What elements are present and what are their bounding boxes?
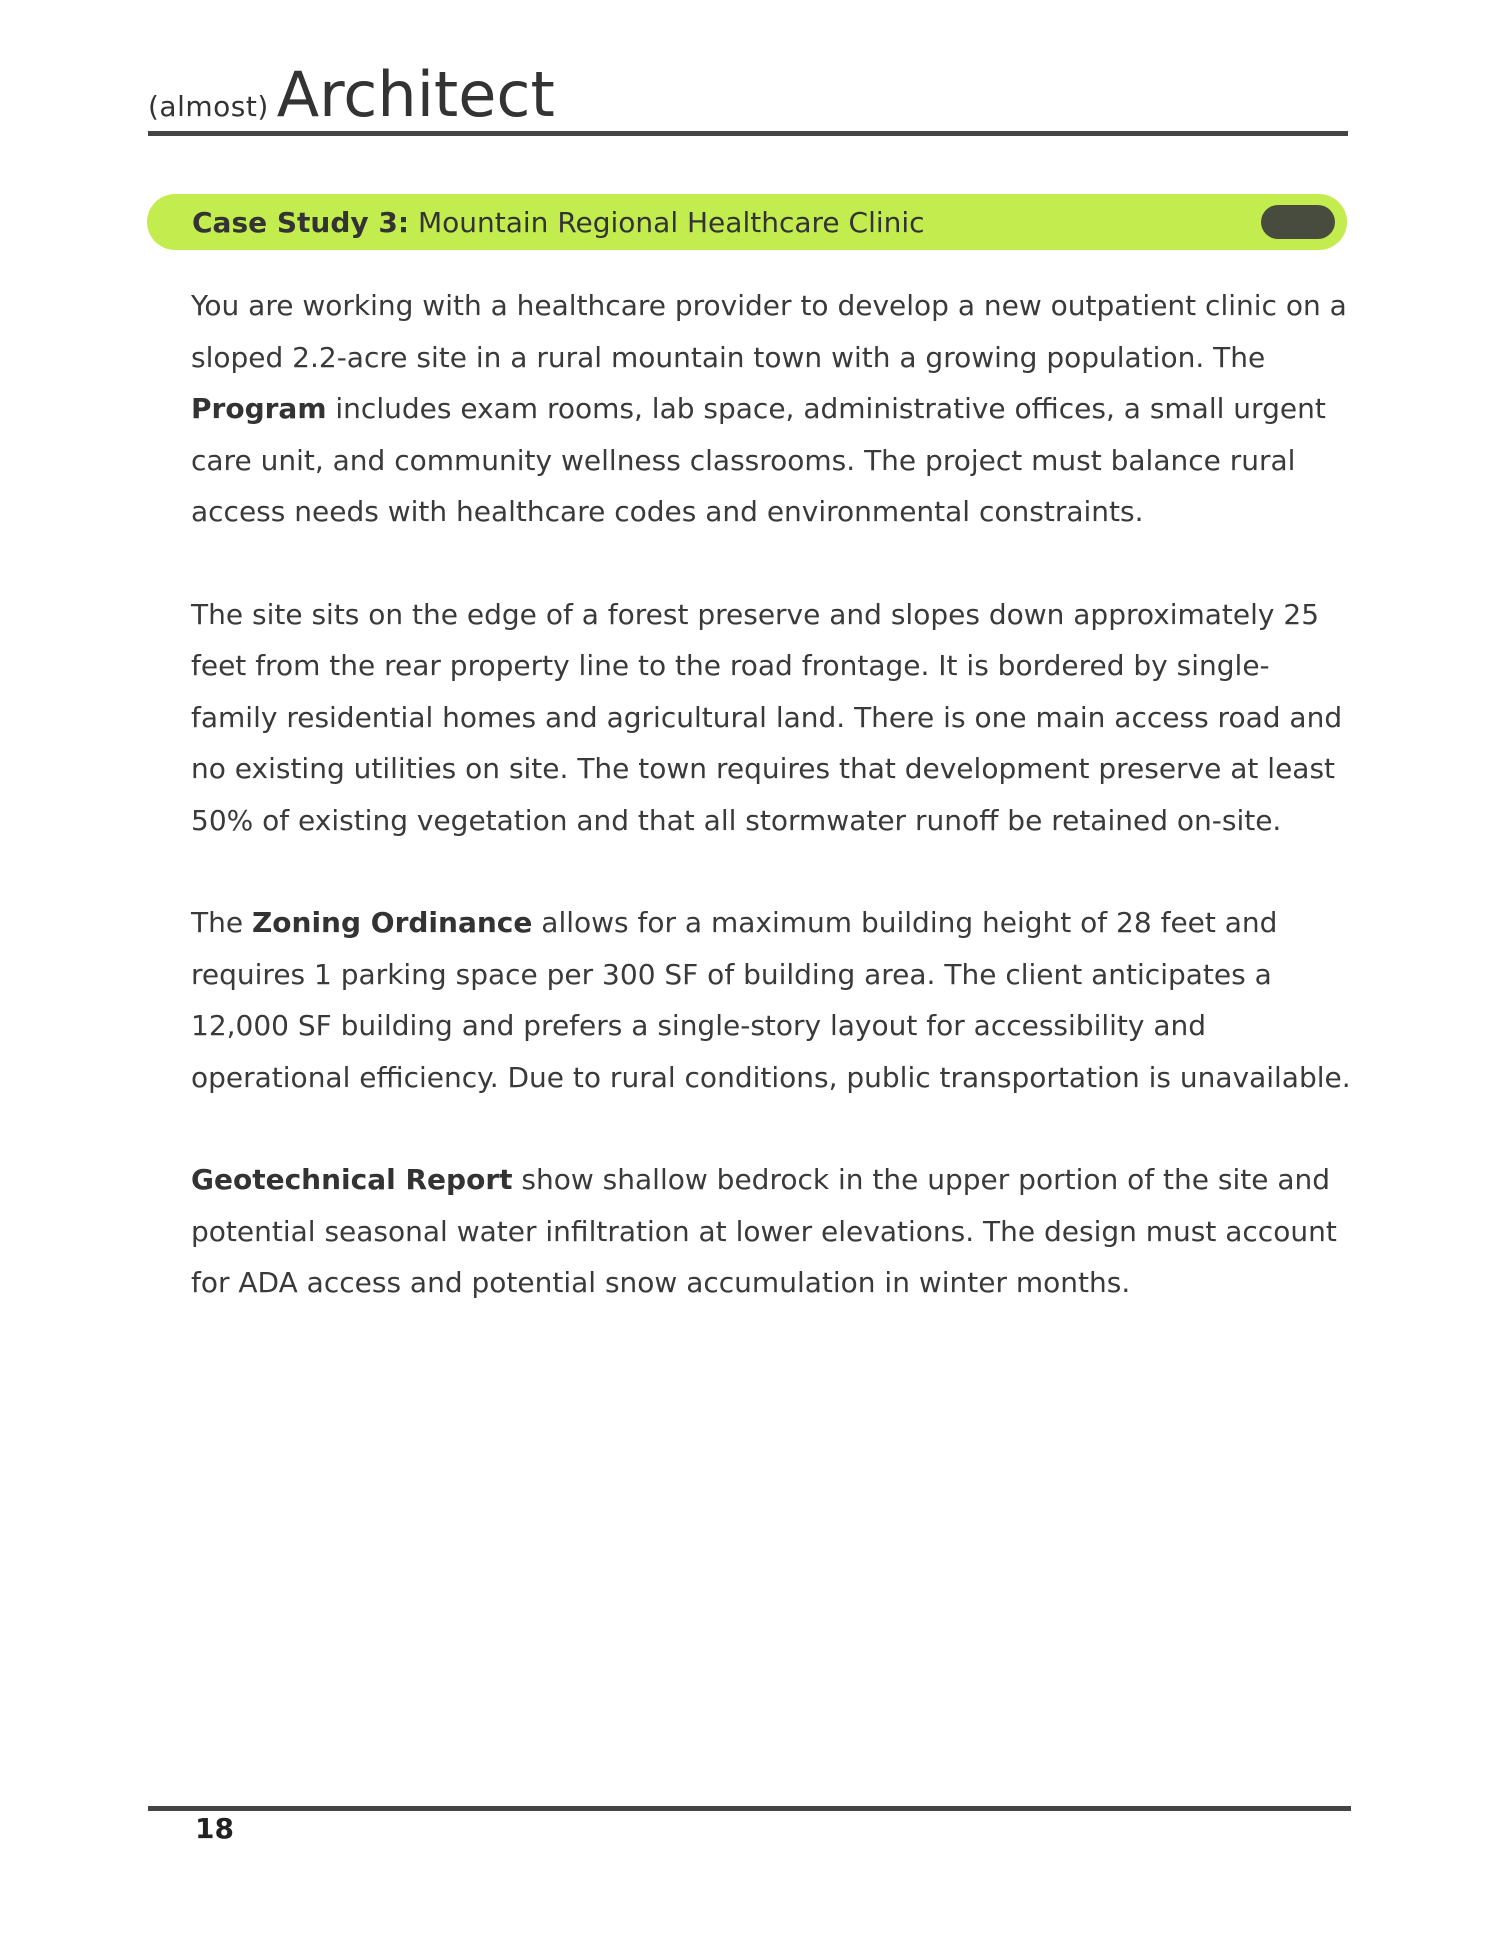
footer-divider: [148, 1806, 1351, 1811]
term-program: Program: [191, 392, 327, 425]
header-divider: [148, 131, 1348, 136]
header-title: Architect: [276, 58, 555, 131]
paragraph-zoning: The Zoning Ordinance allows for a maximum building height of 28 feet and requires 1 parking space per 300 SF of building area. The client anticipates a 12,000 SF building and prefers a single-story layout for accessibility and operational efficiency. Due to rural conditions, public transportation is unavailable.: [191, 906, 1351, 1094]
term-zoning-ordinance: Zoning Ordinance: [251, 906, 533, 939]
case-study-name: Mountain Regional Healthcare Clinic: [417, 206, 925, 239]
page-header: [148, 58, 555, 131]
case-study-title: [192, 206, 925, 239]
header-prefix: (almost): [148, 90, 269, 123]
banner-pill-decoration: [1261, 205, 1335, 239]
paragraph-geotechnical: Geotechnical Report show shallow bedrock in the upper portion of the site and potential seasonal water infiltration at lower elevations. The design must account for ADA access and potential snow accumulation in winter months.: [191, 1163, 1337, 1299]
case-study-label: Case Study 3:: [192, 206, 410, 239]
page-number: 18: [195, 1812, 234, 1845]
case-study-banner: [147, 194, 1347, 250]
paragraph-program: You are working with a healthcare provider to develop a new outpatient clinic on a sloped 2.2-acre site in a rural mountain town with a growing population. The Program includes exam rooms, lab space, administrative offices, a small urgent care unit, and community wellness classrooms. The project must balance rural access needs with healthcare codes and environmental constraints.: [191, 289, 1347, 528]
paragraph-site: The site sits on the edge of a forest preserve and slopes down approximately 25 feet from the rear property line to the road frontage. It is bordered by single-family residential homes and agricultural land. There is one main access road and no existing utilities on site. The town requires that development preserve at least 50% of existing vegetation and that all stormwater runoff be retained on-site.: [191, 597, 1343, 837]
case-study-body: [191, 280, 1356, 1360]
term-geotechnical-report: Geotechnical Report: [191, 1163, 513, 1196]
